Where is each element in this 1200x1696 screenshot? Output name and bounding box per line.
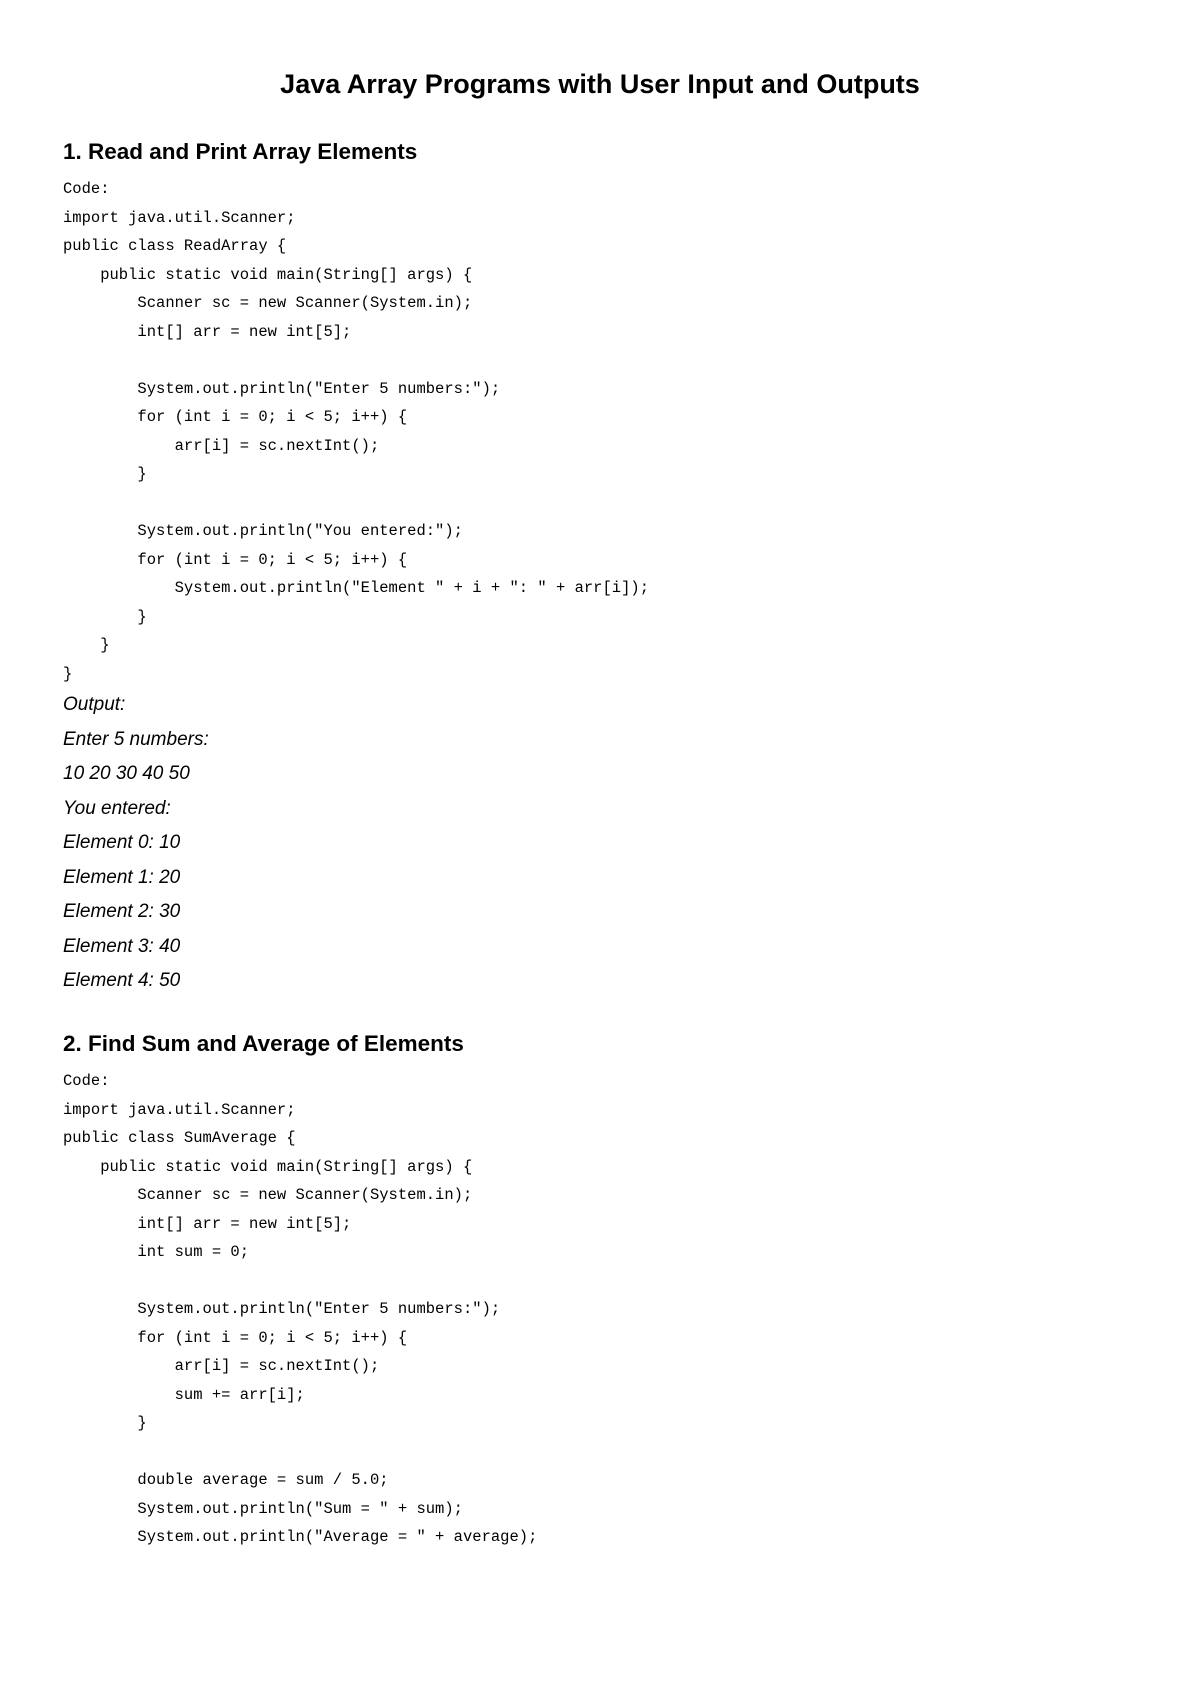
- code-line: import java.util.Scanner;: [63, 1100, 296, 1119]
- code-line: }: [63, 664, 73, 683]
- section-heading: 1. Read and Print Array Elements: [63, 139, 418, 164]
- output-block: [63, 723, 1163, 999]
- code-line: public class SumAverage {: [63, 1129, 296, 1147]
- code-block: [63, 204, 1163, 689]
- code-line: System.out.println("Sum = " + sum);: [63, 1499, 463, 1518]
- output-line: Element 4: 50: [63, 970, 181, 991]
- document-title: Java Array Programs with User Input and Outputs: [280, 69, 920, 99]
- code-line: }: [63, 636, 110, 654]
- output-line: Element 3: 40: [63, 935, 181, 957]
- section-heading: 2. Find Sum and Average of Elements: [63, 1031, 464, 1056]
- code-line: }: [63, 1414, 147, 1432]
- code-line: public static void main(String[] args) {: [63, 265, 473, 284]
- code-line: arr[i] = sc.nextInt();: [63, 1357, 380, 1375]
- output-label: Output:: [63, 694, 126, 715]
- code-line: int[] arr = new int[5];: [63, 1214, 352, 1233]
- code-label: Code:: [63, 1072, 110, 1090]
- code-line: public class ReadArray {: [63, 237, 287, 255]
- code-line: [63, 1438, 1163, 1467]
- output-line: Element 0: 10: [63, 832, 181, 853]
- code-line: import java.util.Scanner;: [63, 208, 296, 227]
- code-line: System.out.println("You entered:");: [63, 522, 463, 540]
- code-line: Scanner sc = new Scanner(System.in);: [63, 294, 473, 312]
- code-label: Code:: [63, 180, 110, 198]
- code-line: int sum = 0;: [63, 1243, 250, 1261]
- code-line: }: [63, 607, 147, 626]
- code-line: System.out.println("Average = " + average);: [63, 1528, 538, 1546]
- section-read-print-array: [63, 137, 1163, 999]
- code-line: for (int i = 0; i < 5; i++) {: [63, 1328, 408, 1347]
- code-block: [63, 1096, 1163, 1552]
- code-line: [63, 1267, 1163, 1296]
- output-line: Enter 5 numbers:: [63, 728, 209, 750]
- code-line: System.out.println("Element " + i + ": " + arr[i]);: [63, 579, 649, 597]
- code-line: arr[i] = sc.nextInt();: [63, 436, 380, 455]
- code-line: System.out.println("Enter 5 numbers:");: [63, 379, 501, 398]
- code-line: [63, 346, 1163, 375]
- code-line: System.out.println("Enter 5 numbers:");: [63, 1300, 501, 1318]
- code-line: for (int i = 0; i < 5; i++) {: [63, 408, 408, 426]
- output-line: Element 2: 30: [63, 901, 181, 922]
- output-line: 10 20 30 40 50: [63, 763, 190, 784]
- code-line: Scanner sc = new Scanner(System.in);: [63, 1186, 473, 1204]
- code-line: int[] arr = new int[5];: [63, 322, 352, 341]
- code-line: for (int i = 0; i < 5; i++) {: [63, 550, 408, 569]
- section-sum-average: [63, 1029, 1163, 1552]
- code-line: [63, 489, 1163, 518]
- output-line: You entered:: [63, 797, 171, 819]
- output-line: Element 1: 20: [63, 866, 181, 888]
- code-line: sum += arr[i];: [63, 1385, 305, 1404]
- code-line: public static void main(String[] args) {: [63, 1157, 473, 1176]
- code-line: }: [63, 465, 147, 483]
- code-line: double average = sum / 5.0;: [63, 1471, 389, 1489]
